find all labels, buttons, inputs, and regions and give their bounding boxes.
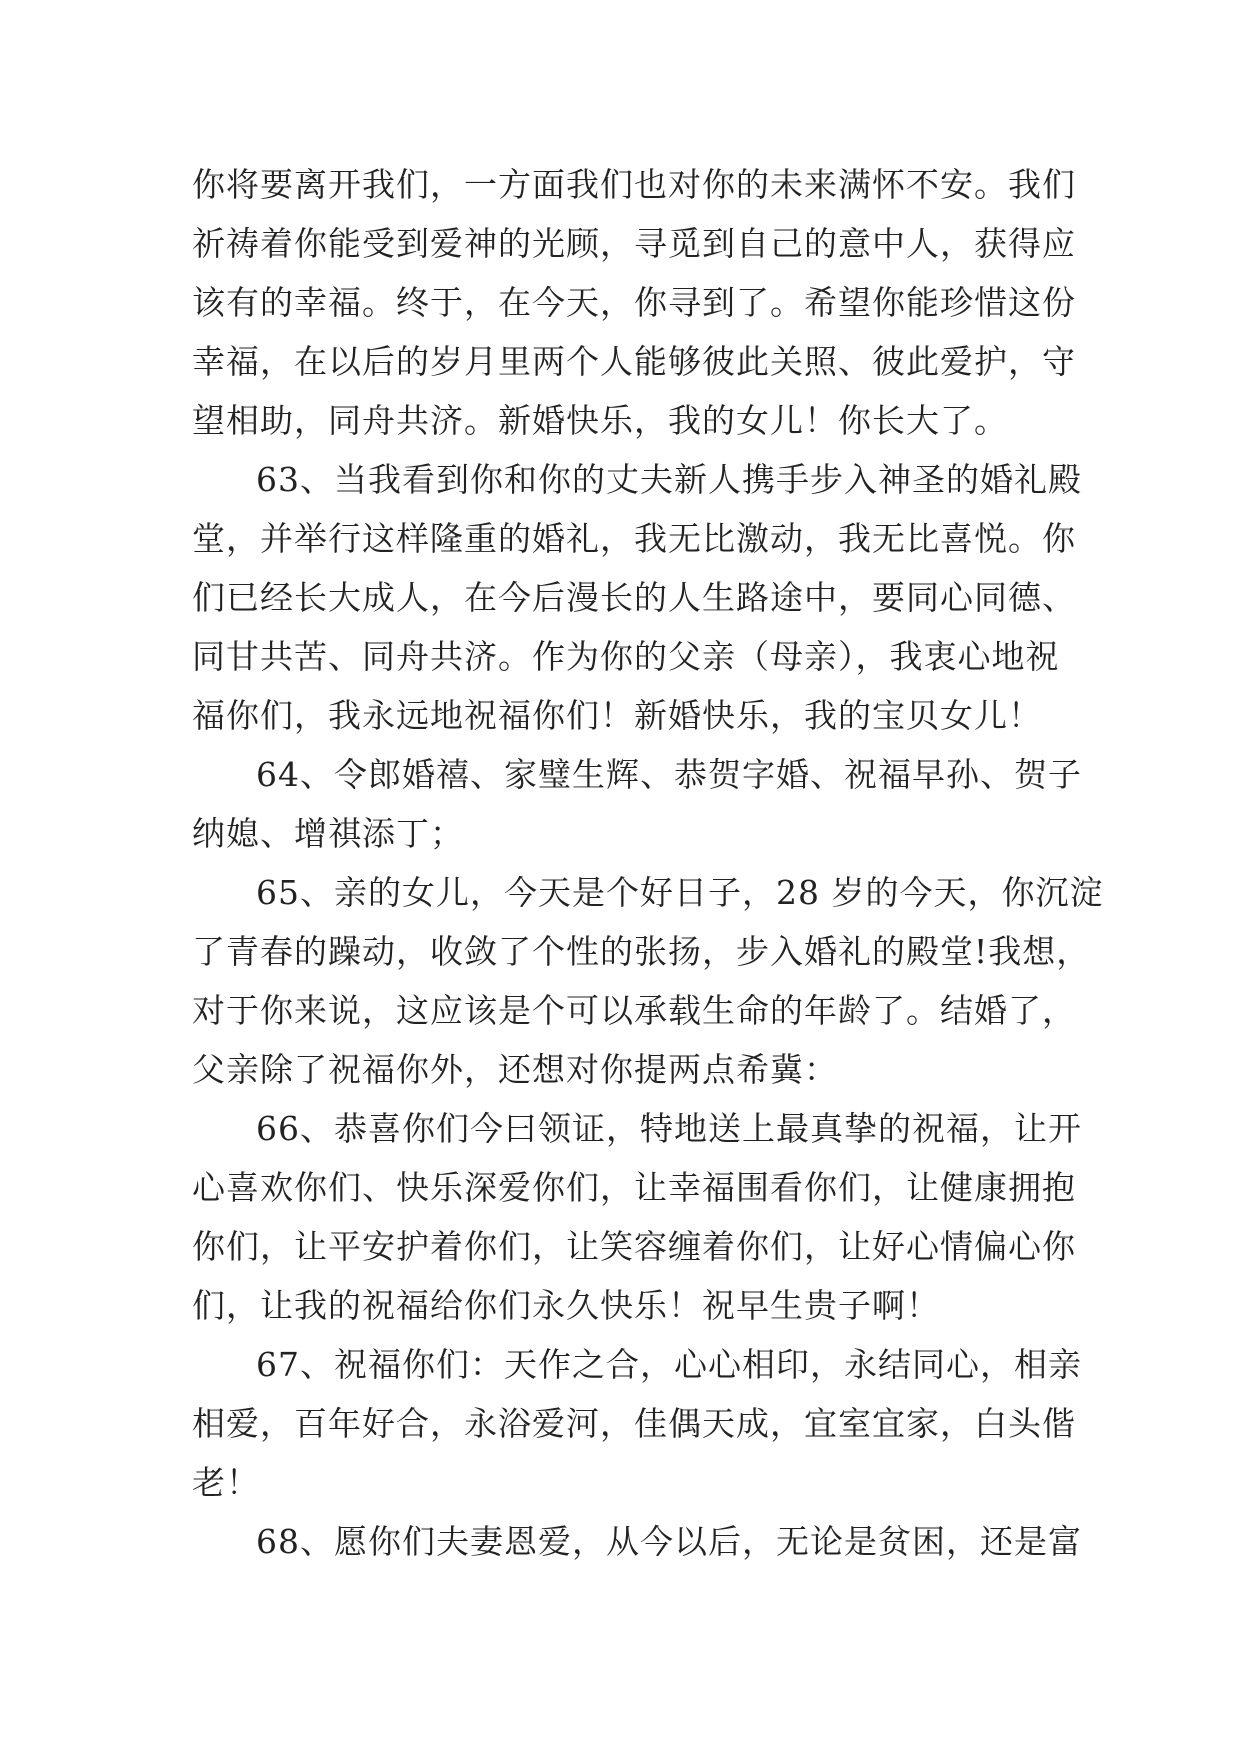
- paragraph-63-start: 63、当我看到你和你的丈夫新人携手步入神圣的婚礼殿: [256, 460, 1082, 499]
- paragraph-66-start: 66、恭喜你们今曰领证，特地送上最真挚的祝福，让开: [256, 1109, 1082, 1148]
- text-line: 望相助，同舟共济。新婚快乐，我的女儿！你长大了。: [192, 401, 1008, 440]
- text-line: 对于你来说，这应该是个可以承载生命的年龄了。结婚了，: [192, 991, 1076, 1030]
- text-line: 父亲除了祝福你外，还想对你提两点希冀：: [192, 1050, 838, 1089]
- paragraph-67-start: 67、祝福你们：天作之合，心心相印，永结同心，相亲: [256, 1345, 1082, 1384]
- text-line: 老！: [192, 1463, 260, 1502]
- text-line: 该有的幸福。终于，在今天，你寻到了。希望你能珍惜这份: [192, 283, 1076, 322]
- paragraph-68-start: 68、愿你们夫妻恩爱，从今以后，无论是贫困，还是富: [256, 1522, 1082, 1561]
- text-line: 你们，让平安护着你们，让笑容缠着你们，让好心情偏心你: [192, 1227, 1076, 1266]
- text-line: 纳媳、增祺添丁；: [192, 814, 464, 853]
- text-line: 祈祷着你能受到爱神的光顾，寻觅到自己的意中人，获得应: [192, 224, 1076, 263]
- text-line: 你将要离开我们，一方面我们也对你的未来满怀不安。我们: [192, 165, 1076, 204]
- text-line: 福你们，我永远地祝福你们！新婚快乐，我的宝贝女儿！: [192, 696, 1042, 735]
- text-line: 们已经长大成人，在今后漫长的人生路途中，要同心同德、: [192, 578, 1076, 617]
- paragraph-65-start: 65、亲的女儿，今天是个好日子，28 岁的今天，你沉淀: [256, 873, 1104, 912]
- text-line: 们，让我的祝福给你们永久快乐！祝早生贵子啊！: [192, 1286, 940, 1325]
- text-line: 相爱，百年好合，永浴爱河，佳偶天成，宜室宜家，白头偕: [192, 1404, 1076, 1443]
- text-line: 同甘共苦、同舟共济。作为你的父亲（母亲），我衷心地祝: [192, 637, 1060, 676]
- body-text: [192, 155, 1104, 1571]
- text-line: 心喜欢你们、快乐深爱你们，让幸福围看你们，让健康拥抱: [192, 1168, 1076, 1207]
- text-line: 幸福，在以后的岁月里两个人能够彼此关照、彼此爱护，守: [192, 342, 1076, 381]
- text-line: 堂，并举行这样隆重的婚礼，我无比激动，我无比喜悦。你: [192, 519, 1076, 558]
- paragraph-64-start: 64、令郎婚禧、家璧生辉、恭贺字婚、祝福早孙、贺子: [256, 755, 1082, 794]
- text-line: 了青春的躁动，收敛了个性的张扬，步入婚礼的殿堂!我想，: [192, 932, 1091, 971]
